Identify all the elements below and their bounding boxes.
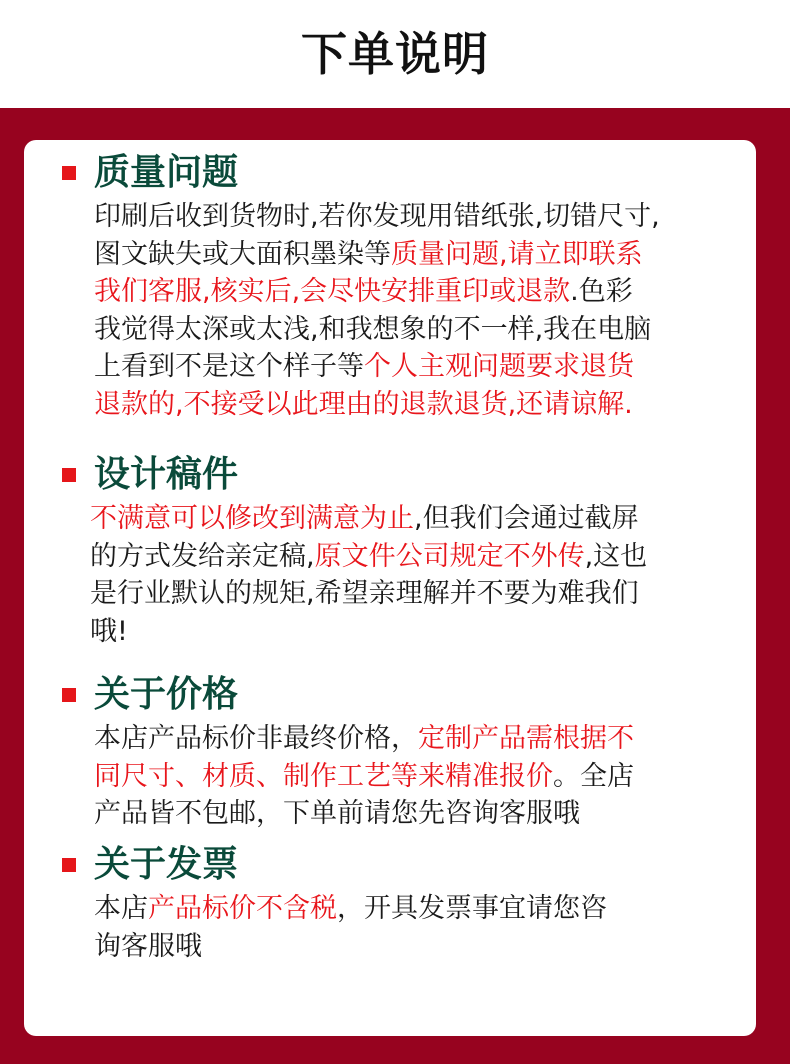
text-line [94, 198, 734, 236]
text-line [94, 890, 734, 928]
body-text: 我觉得太深或太浅,和我想象的不一样,我在电脑 [94, 313, 652, 345]
square-bullet-icon [62, 858, 76, 872]
square-bullet-icon [62, 166, 76, 180]
section-heading [24, 670, 756, 720]
highlight-text: 产品标价不含税 [148, 893, 337, 924]
body-text: 的方式发给亲定稿, [90, 540, 315, 572]
section-body [94, 198, 734, 423]
info-card [24, 140, 756, 1036]
content-frame [0, 108, 790, 1064]
body-text: ,但我们会通过截屏 [414, 503, 639, 534]
text-line [94, 720, 734, 758]
text-line [94, 795, 734, 833]
body-text: 本店产品标价非最终价格， [94, 723, 418, 754]
body-text: 是行业默认的规矩,希望亲理解并不要为难我们 [90, 578, 639, 609]
page-title: 下单说明 [301, 27, 489, 81]
text-line [90, 613, 738, 651]
section-title: 关于价格 [94, 674, 239, 715]
body-text: 询客服哦 [94, 930, 202, 962]
section-title: 质量问题 [94, 152, 239, 193]
section-body [94, 890, 734, 965]
section-heading [24, 840, 756, 890]
text-line [94, 236, 734, 274]
highlight-text: 不满意可以修改到满意为止 [90, 503, 414, 534]
body-text: 哦! [90, 615, 128, 647]
section-design [24, 450, 756, 650]
section-quality [24, 148, 756, 423]
highlight-text: 退款的,不接受以此理由的退款退货,还请谅解. [94, 388, 633, 420]
section-heading [24, 450, 756, 500]
text-line [94, 758, 734, 796]
section-heading [24, 148, 756, 198]
section-title: 设计稿件 [94, 454, 239, 495]
page-header [0, 0, 790, 108]
highlight-text: 我们客服,核实后,会尽快安排重印或退款 [94, 276, 571, 307]
text-line [94, 348, 734, 386]
text-line [94, 311, 734, 349]
body-text: ,这也 [584, 540, 648, 572]
text-line [94, 386, 734, 424]
body-text: 上看到不是这个样子等 [94, 351, 364, 382]
section-body [90, 500, 738, 650]
body-text: 印刷后收到货物时,若你发现用错纸张,切错尺寸, [94, 201, 660, 232]
text-line [94, 928, 734, 966]
section-title: 关于发票 [94, 844, 239, 885]
highlight-text: 同尺寸、材质、制作工艺等来精准报价 [94, 760, 553, 792]
highlight-text: 个人主观问题要求退货 [364, 351, 634, 382]
highlight-text: 定制产品需根据不 [418, 723, 634, 754]
section-invoice [24, 840, 756, 965]
section-body [94, 720, 734, 833]
body-text: 。全店 [553, 760, 634, 792]
highlight-text: 原文件公司规定不外传 [314, 540, 585, 572]
text-line [94, 273, 734, 311]
body-text: 图文缺失或大面积墨染等 [94, 238, 391, 270]
square-bullet-icon [62, 468, 76, 482]
body-text: .色彩 [570, 276, 633, 307]
text-line [90, 575, 738, 613]
body-text: 本店 [94, 893, 148, 924]
text-line [90, 500, 738, 538]
square-bullet-icon [62, 688, 76, 702]
text-line [90, 538, 738, 576]
highlight-text: 质量问题,请立即联系 [391, 238, 643, 270]
body-text: 产品皆不包邮，下单前请您先咨询客服哦 [94, 798, 580, 829]
body-text: ，开具发票事宜请您咨 [337, 893, 607, 924]
section-price [24, 670, 756, 833]
